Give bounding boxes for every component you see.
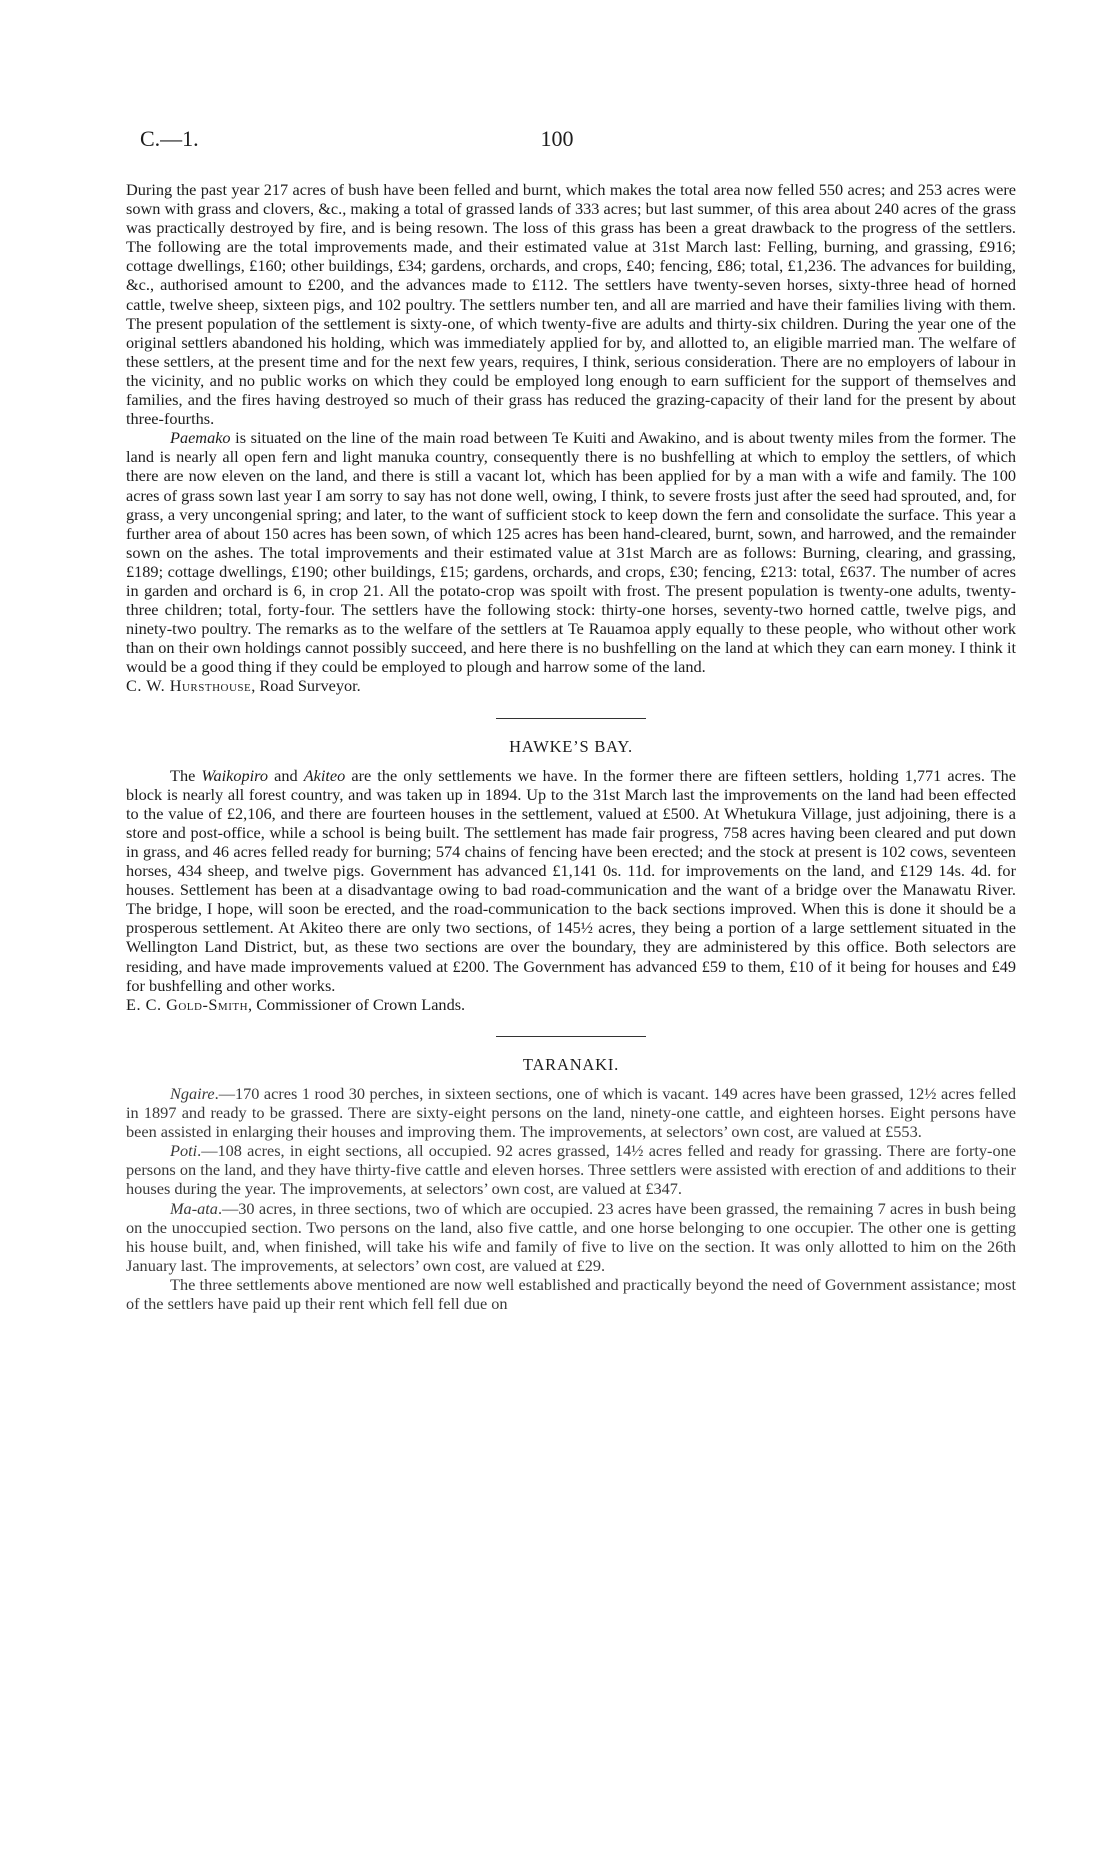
- paragraph-ngaire: [126, 1084, 1016, 1141]
- section-heading-taranaki: TARANAKI.: [522, 1054, 620, 1074]
- signature-name: E. C. Gold-Smith: [126, 994, 249, 1014]
- settlement-name-ngaire: Ngaire: [170, 1083, 215, 1103]
- settlement-name-waikopiro: Waikopiro: [201, 765, 269, 785]
- document-body: [126, 180, 1016, 1313]
- paragraph-maata: [126, 1199, 1016, 1275]
- settlement-name-paemako: Paemako: [170, 428, 231, 448]
- section-divider: [496, 718, 646, 719]
- signature-title: , Commissioner of Crown Lands.: [248, 994, 466, 1014]
- paragraph-maata-text: .—30 acres, in three sections, two of which are occupied. 23 acres have been grassed, the remaining 7 acres in bush being on the unoccupied section. Two persons on the land, also five cattle, and one horse belonging to one occupier. The other one is getting his house built, and, when finished, will take his wife and family of five to live on the section. It was only allotted to him on the 26th January last. The improvements, at selectors’ own cost, are valued at £29.: [126, 1198, 1016, 1275]
- paragraph-paemako: [126, 428, 1016, 676]
- signature-gold-smith: [126, 995, 978, 1014]
- signature-title: , Road Surveyor.: [251, 676, 361, 696]
- paragraph-hawkes-bay-start: The: [170, 765, 202, 785]
- settlement-name-maata: Ma-ata: [170, 1198, 218, 1218]
- paragraph-closing: The three settlements above mentioned are now well established and practically beyond the need of Government assistance; most of the settlers have paid up their rent which fell fell due on: [126, 1274, 1016, 1313]
- signature-name: C. W. Hursthouse: [126, 676, 252, 696]
- paragraph-hawkes-bay: [126, 766, 1016, 995]
- page-number: 100: [540, 126, 574, 151]
- page-header: [140, 126, 974, 162]
- paragraph-ngaire-text: .—170 acres 1 rood 30 perches, in sixteen sections, one of which is vacant. 149 acres have been grassed, 12½ acres felled in 1897 and ready to be grassed. There are sixty-eight persons on the land, ninety-one cattle, and eighteen horses. Eight persons have been assisted in enlarging their houses and improving them. The improvements, at selectors’ own cost, are valued at £553.: [126, 1083, 1016, 1142]
- section-divider: [496, 1036, 646, 1037]
- paragraph-hawkes-bay-and: and: [268, 765, 304, 785]
- paragraph-poti: [126, 1141, 1016, 1198]
- settlement-name-poti: Poti: [170, 1141, 198, 1161]
- section-heading-hawkes-bay: HAWKE’S BAY.: [509, 736, 633, 756]
- document-code: C.—1.: [140, 126, 199, 151]
- settlement-name-akiteo: Akiteo: [303, 765, 346, 785]
- paragraph-rauamoa: During the past year 217 acres of bush have been felled and burnt, which makes the total area now felled 550 acres; and 253 acres were sown with grass and clovers, &c., making a total of grassed lands of 333 acres; but last summer, of this area about 240 acres of the grass was practically destroyed by fire, and is being resown. The loss of this grass has been a great drawback to the progress of the settlers. The following are the total improvements made, and their estimated value at 31st March last: Felling, burning, and grassing, £916; cottage dwellings, £160; other buildings, £34; gardens, orchards, and crops, £40; fencing, £86; total, £1,236. The advances for building, &c., authorised amount to £200, and the advances made to £112. The settlers have twenty-seven horses, sixty-three head of horned cattle, twelve sheep, sixteen pigs, and 102 poultry. The settlers number ten, and all are married and have their families living with them. The present population of the settlement is sixty-one, of which twenty-five are adults and thirty-six children. During the year one of the original settlers abandoned his holding, which was immediately applied for by, and allotted to, an eligible married man. The welfare of these settlers, at the present time and for the next few years, requires, I think, serious consideration. There are no employers of labour in the vicinity, and no public works on which they could be employed long enough to earn sufficient for the support of themselves and families, and the fires having destroyed so much of their grass has reduced the grazing-capacity of their land for the present by about three-fourths.: [126, 180, 1016, 429]
- paragraph-poti-text: .—108 acres, in eight sections, all occupied. 92 acres grassed, 14½ acres felled and ready for grassing. There are forty-one persons on the land, and they have thirty-five cattle and eleven horses. Three settlers were assisted with erection of and additions to their houses during the year. The improvements, at selectors’ own cost, are valued at £347.: [126, 1141, 1016, 1199]
- paragraph-paemako-text: is situated on the line of the main road between Te Kuiti and Awakino, and is about twenty miles from the former. The land is nearly all open fern and light manuka country, consequently there is no bushfelling at which to employ the settlers, of which there are now eleven on the land, and there is still a vacant lot, which has been applied for by a man with a wife and family. The 100 acres of grass sown last year I am sorry to say has not done well, owing, I think, to severe frosts just after the seed had sprouted, and, for grass, a very uncongenial spring; and later, to the want of sufficient stock to keep down the fern and consolidate the surface. This year a further area of about 150 acres has been sown, of which 125 acres has been hand-cleared, burnt, sown, and harrowed, and the remainder sown on the ashes. The total improvements and their estimated value at 31st March are as follows: Burning, clearing, and grassing, £189; cottage dwellings, £190; other buildings, £15; gardens, orchards, and crops, £30; fencing, £213: total, £637. The number of acres in garden and orchard is 6, in crop 21. All the potato-crop was spoilt with frost. The present population is twenty-one adults, twenty-three children; total, forty-four. The settlers have the following stock: thirty-one horses, seventy-two horned cattle, twelve pigs, and ninety-two poultry. The remarks as to the welfare of the settlers at Te Rauamoa apply equally to these people, who without other work than on their own holdings cannot possibly succeed, and here there is no bushfelling on the land at which they can earn money. I think it would be a good thing if they could be employed to plough and harrow some of the land.: [126, 428, 1016, 677]
- signature-hursthouse: [126, 676, 978, 695]
- paragraph-hawkes-bay-text: are the only settlements we have. In the former there are fifteen settlers, holding 1,771 acres. The block is nearly all forest country, and was taken up in 1894. Up to the 31st March last the improvements on the land had been effected to the value of £2,106, and there are fourteen houses in the settlement, valued at £500. At Whetukura Village, just adjoining, there is a store and post-office, while a school is being built. The settlement has made fair progress, 758 acres having been cleared and put down in grass, and 46 acres felled ready for burning; 574 chains of fencing have been erected; and the stock at present is 102 cows, seventeen horses, 434 sheep, and twelve pigs. Government has advanced £1,141 0s. 11d. for improvements on the land, and £129 14s. 4d. for houses. Settlement has been at a disadvantage owing to bad road-communication and the want of a bridge over the Manawatu River. The bridge, I hope, will soon be erected, and the road-communication to the back sections improved. When this is done it should be a prosperous settlement. At Akiteo there are only two sections, of 145½ acres, they being a portion of a large settlement situated in the Wellington Land District, but, as these two sections are over the boundary, they are administered by this office. Both selectors are residing, and have made improvements valued at £200. The Government has advanced £59 to them, £10 of it being for houses and £49 for bushfelling and other works.: [126, 765, 1016, 995]
